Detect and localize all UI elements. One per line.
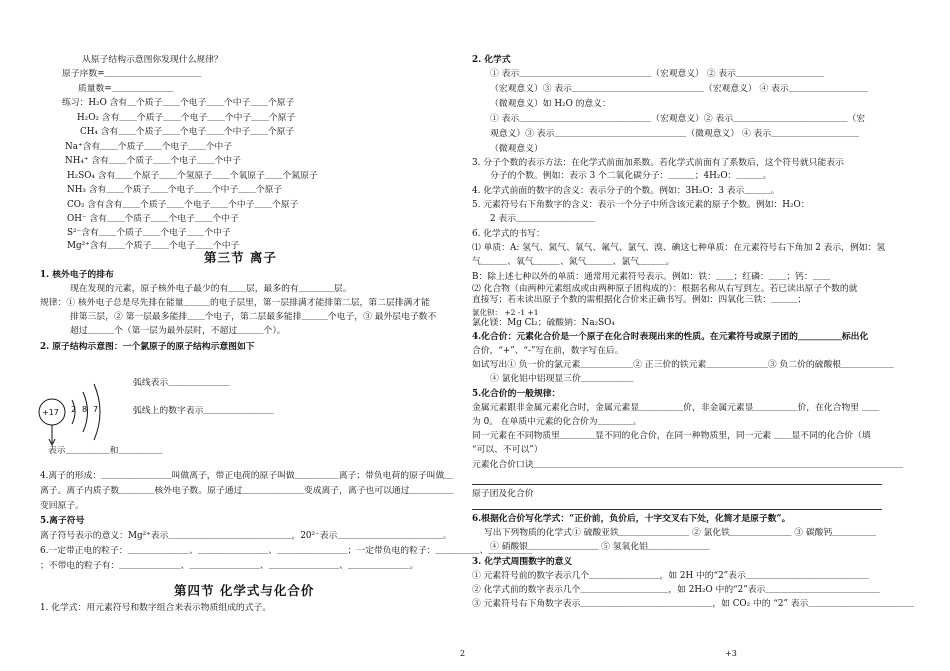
section-heading: 1. 核外电子的排布 xyxy=(40,270,114,280)
electron-count: 8 xyxy=(82,405,88,414)
diagram-label: 弧线表示＿＿＿＿＿＿＿ xyxy=(133,378,230,388)
text-line: 4. 化学式前面的数字的含义：表示分子的个数。例如：3H₂O：3 表示＿＿＿。 xyxy=(472,186,780,196)
text-line: 6. 化学式的书写： xyxy=(472,229,545,239)
text-line: OH⁻ 含有＿＿个质子＿＿个电子＿＿个中子 xyxy=(67,214,239,224)
text-line: 3. 分子个数的表示方法：在化学式前面加系数。若化学式前面有了系数后，这个符号就只能表示 xyxy=(472,158,844,168)
text-line: ⑴ 单质：A: 氢气、氮气、氧气、氟气、氯气、溴、碘这七种单质：在元素符号右下角加 2 表示，例如：氢 xyxy=(472,243,886,253)
text-line: 规律：① 核外电子总是尽先排在能量＿＿＿的电子层里，第一层排满才能排第二层，第二层排满才能 xyxy=(40,298,430,308)
text-line: 1. 化学式：用元素符号和数字组合来表示物质组成的式子。 xyxy=(40,603,272,613)
section-heading: 5.离子符号 xyxy=(40,516,85,526)
text-line: （宏观意义）③ 表示＿＿＿＿＿＿＿＿＿＿＿＿＿＿＿（宏观意义） ④ 表示＿＿＿＿＿＿＿＿＿ xyxy=(490,84,868,94)
text-line: 合价，“+”、“-”写在前，数字写在后。 xyxy=(472,346,624,356)
text-line: 排第三层，② 第一层最多能排＿＿个电子，第二层最多能排＿＿＿个电子，③ 最外层电子数不 xyxy=(70,312,437,322)
text-line: ④ 硝酸银＿＿＿＿＿＿＿＿ ⑤ 氢氧化铝＿＿＿＿＿＿＿ xyxy=(490,542,710,552)
text-line: 6.一定带正电的粒子：＿＿＿＿＿＿＿、＿＿＿＿＿＿＿＿、＿＿＿＿＿＿＿＿；一定带负电的粒子：＿＿＿＿＿、＿＿＿＿＿ xyxy=(40,546,533,556)
text-line: ② 化学式前的数字表示几个＿＿＿＿＿＿＿＿＿＿，如 2H₂O 中的“2”表示＿＿＿＿＿＿＿＿＿＿＿＿＿ xyxy=(472,585,880,595)
diagram-label: 弧线上的数字表示＿＿＿＿＿＿＿＿ xyxy=(133,406,274,416)
text-line: NH₄⁺ 含有＿＿个质子＿＿个电子＿＿个中子 xyxy=(65,156,241,166)
text-line: ；不带电的粒子有：＿＿＿＿＿＿＿、＿＿＿＿＿＿＿＿、＿＿＿＿＿＿＿＿、＿＿＿＿＿＿＿。 xyxy=(40,561,419,571)
text-line: 原子团及化合价 xyxy=(472,489,534,499)
section-title: 第三节 离子 xyxy=(204,250,277,265)
text-line: 离子。离子内质子数＿＿＿＿核外电子数。原子通过＿＿＿＿＿＿＿变成离子，离子也可以通过＿＿＿＿＿ xyxy=(40,486,454,496)
text-line: 氯化镁：Mg Cl₂；硫酸钠：Na₂SO₄ xyxy=(472,318,615,328)
text-line: 2. 化学式 xyxy=(472,55,511,65)
text-line: ⑵ 化合物（由两种元素组成或由两种原子团构成的）：根据名称从右写到左。若已读出原子个数的就 xyxy=(472,284,858,294)
text-line: ① 表示＿＿＿＿＿＿＿＿＿＿＿＿＿＿＿（宏观意义） ② 表示＿＿＿＿＿＿＿＿＿＿ xyxy=(490,69,824,79)
text-line: H₂O₂ 含有＿＿个质子＿＿个电子＿＿个中子＿＿个原子 xyxy=(77,113,296,123)
text-line: （微观意义） xyxy=(490,144,543,154)
text-line: 从原子结构示意图你发现什么规律？ xyxy=(82,55,223,65)
section-heading: 2. 原子结构示意图：一个氯原子的原子结构示意图如下 xyxy=(40,342,255,352)
text-line: 如试写出① 负一价的氯元素＿＿＿＿＿＿② 正三价的铁元素＿＿＿＿＿＿＿③ 负二价的硫酸根＿＿＿＿＿＿ xyxy=(472,360,894,370)
text-line: H₂SO₄ 含有＿＿个原子＿＿个氢原子＿＿个氧原子＿＿个氮原子 xyxy=(67,171,318,181)
text-line: 4.化合价：元素化合价是一个原子在化合时表现出来的性质。在元素符号或原子团的＿＿＿＿＿标出化 xyxy=(472,332,869,342)
text-line: 质量数=＿＿＿＿＿＿＿ xyxy=(78,84,174,94)
text-line: 练习：H₂O 含有＿个质子＿＿个电子＿＿个中子＿＿个原子 xyxy=(62,98,295,108)
text-line: 原子序数=＿＿＿＿＿＿＿＿＿＿＿ xyxy=(62,69,202,79)
text-line: 元素化合价口诀＿＿＿＿＿＿＿＿＿＿＿＿＿＿＿＿＿＿＿＿＿＿＿＿＿＿＿＿＿＿＿＿＿＿＿＿＿＿＿＿＿＿ xyxy=(472,460,904,470)
text-line: 超过＿＿＿个（第一层为最外层时，不超过＿＿＿个）。 xyxy=(70,326,286,336)
text-line: 5. 元素符号右下角数字的含义：表示一个分子中所含该元素的原子个数。例如：H₂O： xyxy=(472,200,810,210)
text-line: Na⁺含有＿＿个质子＿＿个电子＿＿个中子 xyxy=(65,142,233,152)
text-line: S²⁻含有＿＿个质子＿＿个电子＿＿个中子 xyxy=(67,228,231,238)
text-line: ④ 氯化铝中铝现显三价＿＿＿＿＿＿ xyxy=(490,374,634,384)
text-line: 氯化钡： +2 -1 +1 xyxy=(472,308,539,317)
text-line: ① 表示＿＿＿＿＿＿＿＿＿＿＿＿＿＿＿（宏观意义）② 表示＿＿＿＿＿＿＿＿＿＿＿＿＿（宏 xyxy=(490,114,866,124)
page-number: +3 xyxy=(725,649,737,658)
text-line: 气＿＿＿、氧气＿＿＿、氮气＿＿＿、氯气＿＿＿。 xyxy=(472,257,675,267)
right-page xyxy=(470,0,950,671)
text-line: CO₂ 含有含有＿＿个质子＿＿个电子＿＿个中子＿＿个原子 xyxy=(67,200,299,210)
text-line: 4.离子的形成：＿＿＿＿＿＿＿＿叫做离子，带正电荷的原子叫做＿＿＿＿＿离子；带负电荷的原子叫做＿ xyxy=(40,471,454,481)
text-line: 3. 化学式周围数字的意义 xyxy=(472,557,573,567)
text-line: 同一元素在不同物质里＿＿＿＿显不同的化合价，在同一种物质里，同一元素 ＿＿显不同的化合价（填 xyxy=(472,431,871,441)
nucleus-label: +17 xyxy=(42,408,59,417)
text-line: “可以、不可以”） xyxy=(472,445,543,455)
page-number: 2 xyxy=(460,649,466,658)
text-line: 为 0。 在单质中元素的化合价为＿＿＿＿。 xyxy=(472,417,642,427)
text-line: 金属元素跟非金属元素化合时，金属元素显＿＿＿＿＿价，非金属元素显＿＿＿＿＿价，在化合物里 ＿＿ xyxy=(472,403,880,413)
electron-count: 7 xyxy=(93,405,99,414)
text-line: Mg²⁺含有＿＿个质子＿＿个电子＿＿个中子 xyxy=(67,241,240,251)
text-line: ① 元素符号前的数字表示几个＿＿＿＿＿＿＿＿，如 2H 中的“2”表示＿＿＿＿＿＿＿＿＿＿＿＿＿＿ xyxy=(472,571,869,581)
electron-count: 2 xyxy=(71,405,77,414)
diagram-label: 表示＿＿＿＿＿和＿＿＿＿＿ xyxy=(48,446,163,456)
text-line: 分子的个数。例如：表示 3 个二氧化碳分子：＿＿＿；4H₂O：＿＿＿。 xyxy=(490,171,772,181)
text-line: NH₃ 含有＿＿个质子＿＿个电子＿＿个中子＿＿个原子 xyxy=(67,185,283,195)
text-line: 现在发现的元素，原子核外电子最少的有＿＿层，最多的有＿＿＿＿层。 xyxy=(70,284,352,294)
text-line: B：除上述七种以外的单质：通常用元素符号表示。例如：铁：＿＿；红磷：＿＿；钙：＿＿ xyxy=(472,272,831,282)
text-line: 2 表示＿＿＿＿＿＿＿＿＿ xyxy=(490,214,596,224)
text-line: 6.根据化合价写化学式：“正价前，负价后，十字交叉右下处，化简才是原子数”。 xyxy=(472,514,791,524)
text-line: 直接写；若未读出原子个数的需根据化合价来正确书写。例如：四氧化三铁：＿＿＿； xyxy=(472,295,807,305)
text-line: 5.化合价的一般规律： xyxy=(472,389,561,399)
section-title: 第四节 化学式与化合价 xyxy=(174,583,315,598)
text-line: 观意义）③ 表示＿＿＿＿＿＿＿＿＿＿＿＿＿＿＿（微观意义） ④ 表示＿＿＿＿＿＿＿＿＿＿ xyxy=(490,129,860,139)
text-line: 离子符号表示的意义：Mg²⁺表示＿＿＿＿＿＿＿＿＿＿＿＿＿＿，20²⁻表示＿＿＿＿＿＿＿＿＿＿＿＿。 xyxy=(40,531,452,541)
answer-line xyxy=(472,484,882,485)
text-line: 写出下列物质的化学式① 硫酸亚铁＿＿＿＿＿＿＿＿ ② 氯化铁＿＿＿＿＿＿＿ ③ 碳酸钙＿＿＿＿＿ xyxy=(484,528,877,538)
text-line: ③ 元素符号右下角数字表示＿＿＿＿＿＿＿＿＿＿＿＿＿＿＿，如 CO₂ 中的 “2” 表示＿＿＿＿＿＿＿＿＿＿＿＿ xyxy=(472,599,914,609)
text-line: 变回原子。 xyxy=(40,501,84,511)
text-line: CH₄ 含有＿＿个质子＿＿个电子＿＿个中子＿＿个原子 xyxy=(80,127,295,137)
answer-line xyxy=(472,509,882,510)
text-line: （微观意义）如 H₂O 的意义： xyxy=(490,99,611,109)
